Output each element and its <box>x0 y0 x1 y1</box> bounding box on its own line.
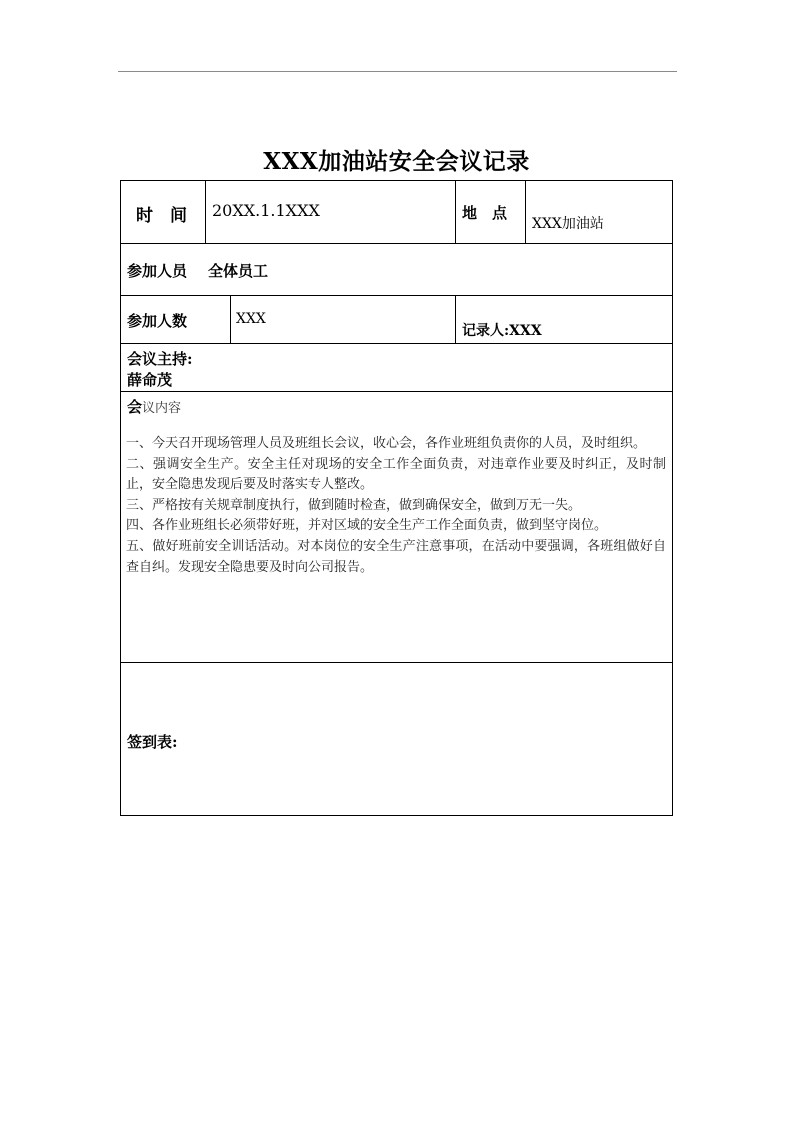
content-item: 二、强调安全生产。安全主任对现场的安全工作全面负责，对违章作业要及时纠正，及时制止，安全隐患发现后要及时落实专人整改。 <box>126 456 666 493</box>
content-item: 四、各作业班组长必须带好班，并对区域的安全生产工作全面负责，做到坚守岗位。 <box>126 518 608 534</box>
page-title: XXX加油站安全会议记录 <box>263 148 530 175</box>
time-label: 时 间 <box>136 206 187 226</box>
content-item: 一、今天召开现场管理人员及班组长会议，收心会，各作业班组负责你的人员，及时组织。 <box>126 436 647 451</box>
host-label: 会议主持: <box>127 350 193 368</box>
row-divider <box>120 391 673 392</box>
row-divider <box>120 295 673 296</box>
time-value: 20XX.1.1XXX <box>212 201 320 220</box>
col-divider <box>205 180 206 243</box>
table-border-top <box>120 180 673 181</box>
place-value: XXX加油站 <box>532 216 604 232</box>
meeting-record-table <box>120 180 673 816</box>
content-body <box>126 434 666 578</box>
content-heading-first: 会 <box>127 398 143 416</box>
col-divider <box>230 295 231 343</box>
content-item: 三、严格按有关规章制度执行，做到随时检查，做到确保安全，做到万无一失。 <box>126 497 582 513</box>
table-border-right <box>672 180 673 816</box>
col-divider <box>455 180 456 243</box>
row-divider <box>120 243 673 244</box>
recorder: 记录人:XXX <box>462 323 542 339</box>
col-divider <box>525 180 526 243</box>
content-heading-rest: 议内容 <box>142 401 182 416</box>
row-divider <box>120 662 673 663</box>
host-name: 薛命茂 <box>127 371 173 389</box>
count-value: XXX <box>236 311 266 327</box>
signin-label: 签到表: <box>127 733 178 751</box>
place-label: 地 点 <box>462 204 508 222</box>
participants-value: 全体员工 <box>208 262 269 280</box>
count-label: 参加人数 <box>127 312 188 330</box>
content-item: 五、做好班前安全训话活动。对本岗位的安全生产注意事项，在活动中要强调，各班组做好自查自纠。发现安全隐患要及时向公司报告。 <box>126 538 666 575</box>
table-border-left <box>120 180 121 816</box>
table-border-bottom <box>120 815 673 816</box>
content-heading <box>127 396 181 417</box>
participants-label: 参加人员 <box>127 262 188 280</box>
header-rule <box>118 71 677 72</box>
col-divider <box>455 295 456 343</box>
row-divider <box>120 343 673 344</box>
